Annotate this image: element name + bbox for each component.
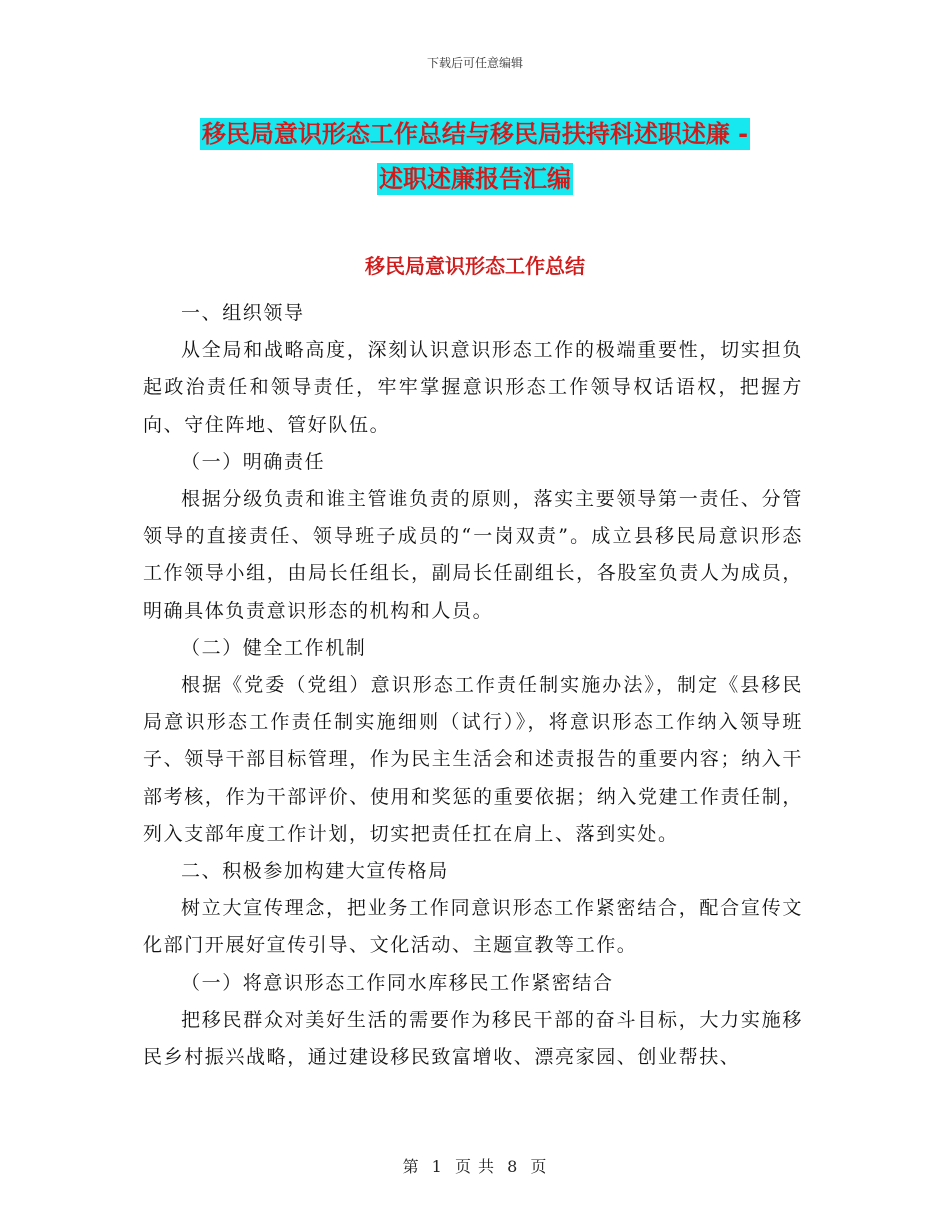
document-title-text-2: 述职述廉报告汇编 bbox=[379, 165, 571, 193]
footer-middle: 页 共 bbox=[454, 1157, 496, 1176]
paragraph: （二）健全工作机制 bbox=[181, 636, 367, 659]
paragraph: 根据分级负责和谁主管谁负责的原则，落实主要领导第一责任、分管领导的直接责任、领导班子成员的“一岗双责”。成立县移民局意识形态工作领导小组，由局长任组长，副局长任副组长，各股室负责人为成员，明确具体负责意识形态的机构和人员。 bbox=[143, 488, 803, 622]
page-header: 下载后可任意编辑 bbox=[426, 56, 523, 70]
paragraph: （一）明确责任 bbox=[181, 450, 326, 473]
document-body bbox=[143, 295, 803, 1076]
paragraph: 树立大宣传理念，把业务工作同意识形态工作紧密结合，配合宣传文化部门开展好宣传引导、文化活动、主题宣教等工作。 bbox=[143, 897, 803, 957]
paragraph: 从全局和战略高度，深刻认识意识形态工作的极端重要性，切实担负起政治责任和领导责任，牢牢掌握意识形态工作领导权话语权，把握方向、守住阵地、管好队伍。 bbox=[143, 339, 803, 436]
document-title-text-1: 移民局意识形态工作总结与移民局扶持科述职述廉 - bbox=[201, 120, 749, 148]
paragraph: 二、积极参加构建大宣传格局 bbox=[181, 860, 449, 883]
current-page-number: 1 bbox=[431, 1157, 443, 1176]
paragraph: 把移民群众对美好生活的需要作为移民干部的奋斗目标，大力实施移民乡村振兴战略，通过建设移民致富增收、漂亮家园、创业帮扶、 bbox=[143, 1008, 803, 1069]
footer-suffix: 页 bbox=[530, 1157, 548, 1176]
total-page-count: 8 bbox=[507, 1157, 519, 1176]
footer-prefix: 第 bbox=[402, 1157, 420, 1176]
paragraph: 根据《党委（党组）意识形态工作责任制实施办法》，制定《县移民局意识形态工作责任制实施细则（试行）》，将意识形态工作纳入领导班子、领导干部目标管理，作为民主生活会和述责报告的重要内容；纳入干部考核，作为干部评价、使用和奖惩的重要依据；纳入党建工作责任制，列入支部年度工作计划，切实把责任扛在肩上、落到实处。 bbox=[143, 674, 803, 845]
paragraph: 一、组织领导 bbox=[181, 302, 305, 324]
section-title: 移民局意识形态工作总结 bbox=[365, 254, 585, 278]
paragraph: （一）将意识形态工作同水库移民工作紧密结合 bbox=[181, 971, 614, 994]
page-footer bbox=[0, 1154, 950, 1177]
document-title-line-1 bbox=[0, 114, 950, 149]
document-title-line-2 bbox=[0, 159, 950, 194]
